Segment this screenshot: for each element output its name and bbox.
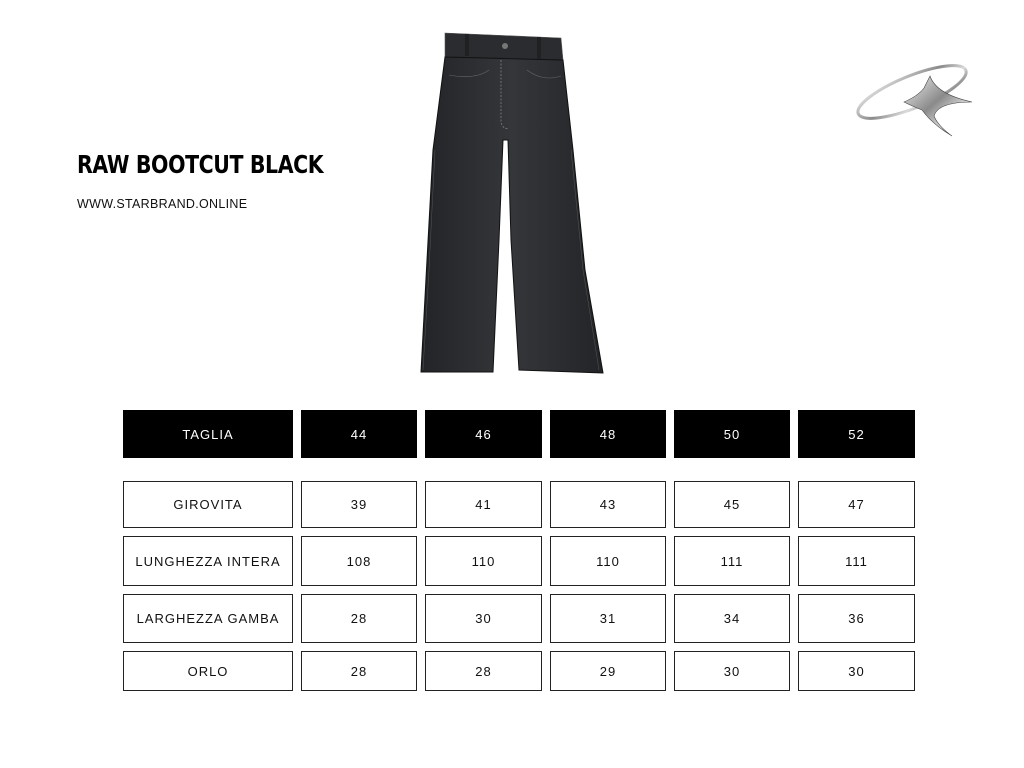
table-cell: 31 <box>550 594 666 643</box>
table-cell: 45 <box>674 481 790 528</box>
table-cell: 108 <box>301 536 417 586</box>
table-cell: 30 <box>798 651 915 691</box>
size-header-44: 44 <box>301 410 417 458</box>
table-cell: 111 <box>798 536 915 586</box>
table-cell: 36 <box>798 594 915 643</box>
table-cell: 28 <box>301 651 417 691</box>
table-cell: 28 <box>425 651 542 691</box>
table-cell: 28 <box>301 594 417 643</box>
table-cell: 47 <box>798 481 915 528</box>
product-title: RAW BOOTCUT BLACK <box>77 150 324 179</box>
table-cell: 111 <box>674 536 790 586</box>
table-cell: 30 <box>674 651 790 691</box>
size-header-46: 46 <box>425 410 542 458</box>
size-header-label: TAGLIA <box>123 410 293 458</box>
website-url: WWW.STARBRAND.ONLINE <box>77 197 248 211</box>
table-cell: 39 <box>301 481 417 528</box>
row-label-girovita: GIROVITA <box>123 481 293 528</box>
table-cell: 30 <box>425 594 542 643</box>
size-header-48: 48 <box>550 410 666 458</box>
table-cell: 29 <box>550 651 666 691</box>
table-cell: 110 <box>550 536 666 586</box>
star-ring-logo <box>852 58 977 140</box>
size-header-50: 50 <box>674 410 790 458</box>
table-cell: 41 <box>425 481 542 528</box>
jeans-photo <box>415 30 610 378</box>
row-label-lunghezza-intera: LUNGHEZZA INTERA <box>123 536 293 586</box>
row-label-larghezza-gamba: LARGHEZZA GAMBA <box>123 594 293 643</box>
table-cell: 110 <box>425 536 542 586</box>
table-cell: 43 <box>550 481 666 528</box>
size-header-52: 52 <box>798 410 915 458</box>
row-label-orlo: ORLO <box>123 651 293 691</box>
table-cell: 34 <box>674 594 790 643</box>
